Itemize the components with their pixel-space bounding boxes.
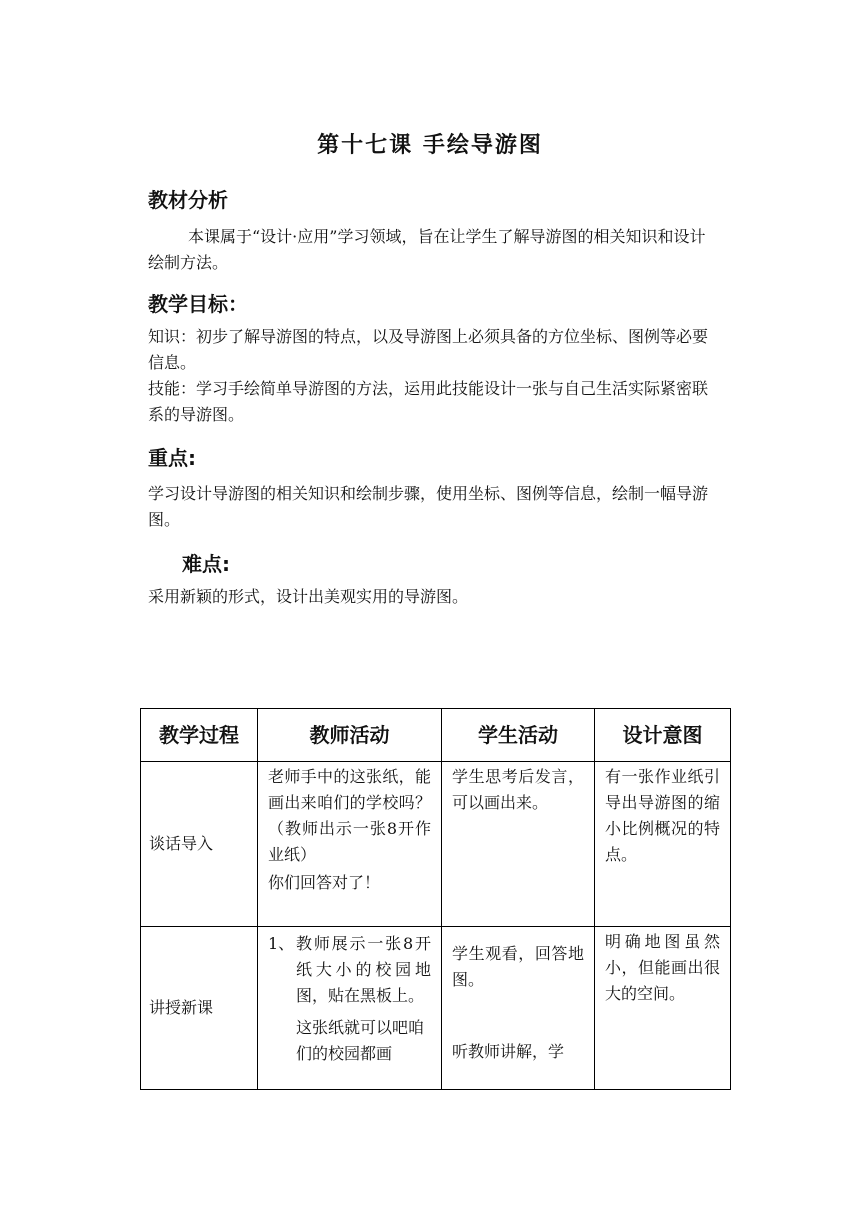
difficulties-text: 采用新颖的形式，设计出美观实用的导游图。: [148, 587, 469, 606]
row-student-text: 学生思考后发言，可以画出来。: [452, 767, 584, 812]
row-teacher-cell: [258, 762, 442, 927]
header-intent: 设计意图: [595, 709, 731, 762]
step-continuation: 这张纸就可以吧咱们的校园都画: [296, 1018, 425, 1063]
teacher-step-item: [268, 931, 431, 1009]
step-number: 1、: [268, 934, 295, 953]
row-teacher-text: 老师手中的这张纸，能画出来咱们的学校吗？（教师出示一张8开作业纸）: [268, 767, 431, 864]
table-row: [141, 927, 731, 1090]
difficulties-heading: 难点:: [182, 552, 230, 576]
row-stage: 讲授新课: [141, 927, 258, 1090]
row-intent-text: 明确地图虽然小，但能画出很大的空间。: [605, 932, 720, 1003]
step-text: 教师展示一张8开纸大小的校园地图，贴在黑板上。: [296, 934, 431, 1005]
row-intent-cell: [595, 762, 731, 927]
objectives-skill: 技能：学习手绘简单导游图的方法，运用此技能设计一张与自己生活实际紧密联系的导游图。: [148, 379, 709, 424]
analysis-heading: 教材分析: [148, 188, 228, 212]
header-student: 学生活动: [442, 709, 595, 762]
analysis-text: 本课属于“设计·应用”学习领域，旨在让学生了解导游图的相关知识和设计绘制方法。: [148, 227, 706, 272]
row-student-cell: [442, 762, 595, 927]
header-teacher: 教师活动: [258, 709, 442, 762]
row-student-extra: 听教师讲解，学: [452, 1042, 565, 1061]
page-title: 第十七课 手绘导游图: [317, 133, 543, 158]
row-stage: 谈话导入: [141, 762, 258, 927]
row-intent-text: 有一张作业纸引导出导游图的缩小比例概况的特点。: [605, 767, 720, 864]
header-stage: 教学过程: [141, 709, 258, 762]
teacher-step-list: [258, 927, 441, 1067]
lesson-table: [140, 708, 731, 1090]
objectives-heading: 教学目标：: [148, 292, 248, 316]
table-header-row: [141, 709, 731, 762]
key-points-text: 学习设计导游图的相关知识和绘制步骤，使用坐标、图例等信息，绘制一幅导游图。: [148, 484, 709, 529]
row-teacher-cell: [258, 927, 442, 1090]
row-teacher-extra: 你们回答对了！: [268, 873, 381, 892]
key-points-heading: 重点:: [148, 446, 196, 470]
objectives-knowledge: 知识：初步了解导游图的特点，以及导游图上必须具备的方位坐标、图例等必要信息。: [148, 327, 709, 372]
row-intent-cell: [595, 927, 731, 1090]
row-student-text: 学生观看，回答地图。: [452, 944, 584, 989]
table-row: [141, 762, 731, 927]
row-student-cell: [442, 927, 595, 1090]
